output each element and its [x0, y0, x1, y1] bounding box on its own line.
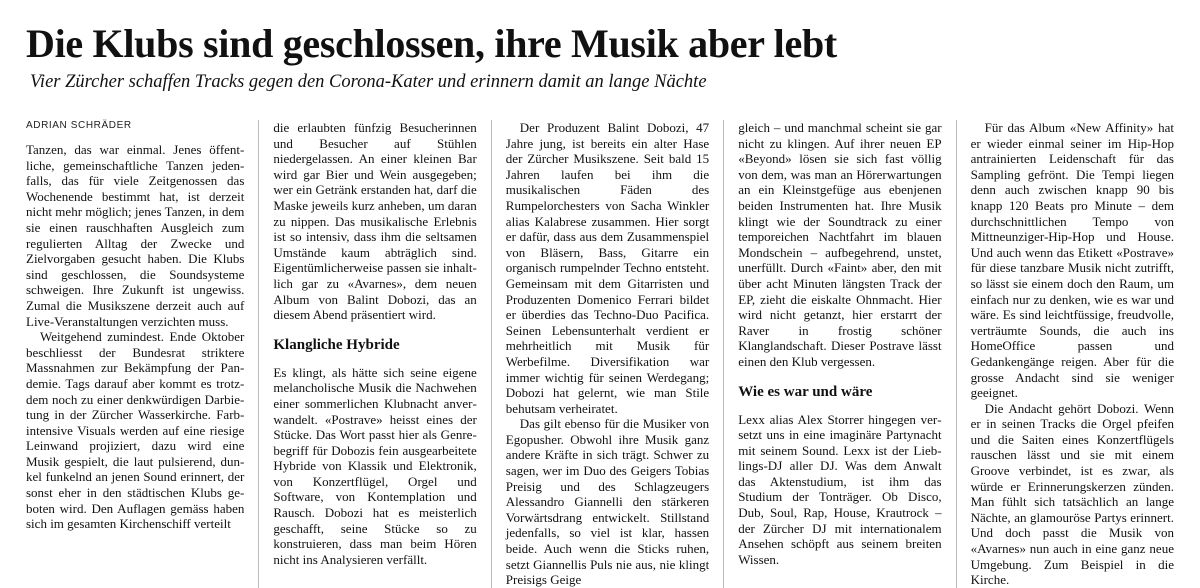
- article-headline: Die Klubs sind geschlossen, ihre Musik aber lebt: [26, 21, 837, 66]
- column-1-content: [26, 142, 244, 532]
- article-column-5: [956, 120, 1188, 588]
- article-subheadline: Vier Zürcher schaffen Tracks gegen den Corona-Kater und erinnern damit an lange Nächte: [30, 72, 707, 92]
- section-heading: Wie es war und wäre: [738, 383, 873, 400]
- column-4-content: [738, 120, 941, 567]
- article-column-1: [26, 120, 258, 588]
- body-paragraph: Tanzen, das war einmal. Jenes öffentliche, gemeinschaftliche Tanzen jedenfalls, das für viele Zeitgenossen das Wochenende bestimmt hat, ist derzeit nicht mehr möglich; jenes Tanzen, in dem sie einen rauschhaften Ausgleich zum regulierten Alltag der Zwecke und Zielvorgaben gesucht haben. Die Klubs sind geschlossen, die Soundsysteme schweigen. Ihre Zukunft ist ungewiss. Zumal die Musikszene derzeit auch auf Live-Veranstaltungen verzichten muss.: [26, 142, 245, 329]
- column-3-content: [506, 120, 709, 588]
- body-paragraph: die erlaubten fünfzig Besucherinnen und Besucher auf Stühlen niedergelassen. An einer kleinen Bar wird gar Bier und Wein ausgegeben; wer ein Getränk erstanden hat, darf die Maske jeweils kurz anheben, um daran zu nippen. Das musikalische Erlebnis ist so intensiv, dass ihm die seltsamen Umstände kaum abträglich sind. Eigentümlicherweise passen sie inhaltlich gar zu «Avarnes», dem neuen Album von Balint Dobozi, das an diesem Abend präsentiert wird.: [273, 120, 477, 323]
- body-paragraph: Der Produzent Balint Dobozi, 47 Jahre jung, ist bereits ein alter Hase der Zürcher Musikszene. Seit bald 15 Jahren laufen bei ihm die musikalischen Fäden des Rumpelorchesters von Sacha Winkler alias Kalabrese zusammen. Hier sorgt er dafür, dass aus dem Zusammenspiel von Bläsern, Bass, Gitarre ein organisch rumpelnder Techno entsteht. Gemeinsam mit dem Gitarristen und Produzenten Domenico Ferrari bildet er überdies das Techno-Duo Pacifica. Seinen Lebensunterhalt verdient er mehrheitlich mit Musik für Werbefilme. Diversifikation war immer wichtig für seinen Werdegang; Dobozi hat gelernt, wie man Stile behutsam verheiratet.: [505, 120, 710, 416]
- article-body: [26, 120, 1188, 588]
- body-paragraph: Lexx alias Alex Storrer hingegen versetzt uns in eine imaginäre Partynacht mit seinem Sound. Lexx ist der Lieblings-DJ aller DJ. Was dem Anwalt das Aktenstudium, ist ihm das Studium der Tonträger. Ob Disco, Dub, Soul, Rap, House, Krautrock – der Zürcher DJ mit internationalem Ansehen schöpft aus seinem breiten Wissen.: [738, 411, 942, 567]
- column-2-content: [273, 120, 476, 567]
- article-column-2: [258, 120, 490, 588]
- body-paragraph: Für das Album «New Affinity» hat er wieder einmal seiner im Hip-Hop antrainierten Leidenschaft für das Sampling gefrönt. Die Tempi liegen denn auch zwischen knapp 90 bis knapp 120 Beats pro Minute – dem durchschnittlichen Tempo von Mittneunziger-Hip-Hop und House. Und auch wenn das Etikett «Postrave» für diese tanzbare Musik nicht zutrifft, so lässt sie einem doch den Raum, um einfach nur zu denken, wie es war und wäre. Es sind leichtfüssige, freudvolle, verträumte Sounds, die auch ins HomeOffice passen und Gedankengänge reigen. Aber für die grosse Andacht sind sie weniger geeignet.: [970, 120, 1174, 401]
- body-paragraph: Es klingt, als hätte sich seine eigene melancholische Musik die Nachwehen einer sommerlichen Klubnacht anverwandelt. «Postrave» heisst eines der Stücke. Das Wort passt hier als Genrebegriff für Dobozis fein ausgearbeitete Hybride von Klassik und Elektronik, von Konzertflügel, Orgel und Software, von Kontemplation und Rausch. Dobozi hat es meisterlich geschafft, seine Stücke so zu konstruieren, dass man beim Hören nicht ins Analysieren verfällt.: [273, 364, 477, 567]
- column-5-content: [971, 120, 1174, 588]
- body-paragraph: gleich – und manchmal scheint sie gar nicht zu klingen. Auf ihrer neuen EP «Beyond» lösen sie sich fast völlig von dem, was man an Hörerwartungen an ein Kleinstgefüge aus ebenjenen beiden Instrumenten hat. Ihre Musik klingt wie der Soundtrack zu einer temporeichen Nachtfahrt im blauen Mondschein – aufbegehrend, unstet, unerfüllt. Durch «Faint» aber, den mit über acht Minuten längsten Track der EP, zieht die eiskalte Ohnmacht. Hier wird nicht getanzt, hier erstarrt der Raver in frostig schöner Klanglandschaft. Dieser Postrave lässt einen den Klub vergessen.: [738, 120, 942, 369]
- body-paragraph: Das gilt ebenso für die Musiker von Egopusher. Obwohl ihre Musik ganz andere Kräfte in sich trägt. Schwer zu sagen, wer im Duo des Geigers Tobias Preisig und des Schlagzeugers Alessandro Giannelli den stärkeren Vorwärtsdrang entwickelt. Stillstand jedenfalls, so viel ist klar, hassen beide. Auch wenn die Sticks ruhen, setzt Giannellis Puls nie aus, nie klingt Preisigs Geige: [505, 416, 710, 588]
- body-paragraph: Weitgehend zumindest. Ende Oktober beschliesst der Bundesrat striktere Massnahmen zur Bekämpfung der Pandemie. Tags darauf aber kommt es trotzdem noch zu einer denkwürdigen Darbietung in der Zürcher Wasserkirche. Farbintensive Visuals werden auf eine riesige Leinwand projiziert, dazu wird eine Musik gespielt, die laut pulsierend, dunkel funkelnd an jenen Sound erinnert, der sonst eher in den städtischen Klubs geboten wird. Den Auflagen gemäss haben sich im gesamten Kirchenschiff verteilt: [26, 329, 245, 532]
- article-column-3: [491, 120, 723, 588]
- article-column-4: [723, 120, 955, 588]
- section-heading: Klangliche Hybride: [273, 336, 400, 353]
- body-paragraph: Die Andacht gehört Dobozi. Wenn er in seinen Tracks die Orgel pfeifen und die Saiten eines Konzertflügels rauschen lässt und sie mit einem Groove verbindet, ist es zwar, als würde er Erinnerungskerzen zünden. Man fühlt sich tatsächlich an lange Nächte, an glamouröse Partys erinnert. Und doch passt die Musik von «Avarnes» nun auch in eine ganz neue Umgebung. Zum Beispiel in die Kirche.: [970, 400, 1174, 588]
- author-byline: ADRIAN SCHRÄDER: [26, 120, 132, 131]
